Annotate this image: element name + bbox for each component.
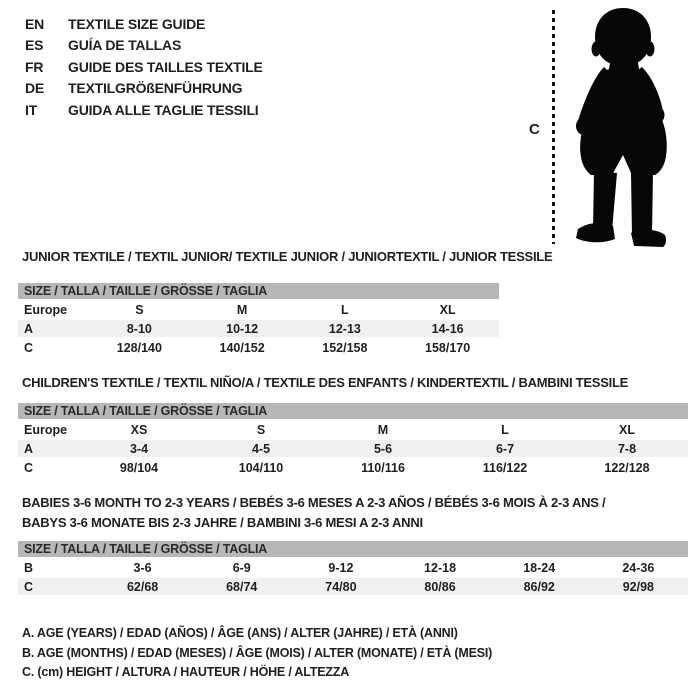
footnote-c: C. (cm) HEIGHT / ALTURA / HAUTEUR / HÖHE / ALTEZZA (22, 665, 350, 680)
table-row (18, 419, 688, 440)
row-label: A (24, 441, 34, 456)
height-cell: 74/80 (325, 579, 357, 594)
language-row-fr (25, 56, 263, 78)
height-cell: 128/140 (116, 340, 162, 355)
height-cell: 140/152 (219, 340, 265, 355)
table-row (18, 299, 499, 320)
table-row (18, 320, 499, 337)
age-cell: 5-6 (373, 441, 393, 456)
height-measure-label: C (529, 121, 540, 138)
age-cell: 3-4 (129, 441, 149, 456)
age-cell: 8-10 (126, 321, 152, 336)
size-cell: XS (130, 422, 148, 437)
language-label: GUIDA ALLE TAGLIE TESSILI (68, 101, 259, 118)
size-cell: M (236, 302, 248, 317)
height-cell: 110/116 (361, 460, 405, 475)
row-label: Europe (24, 302, 68, 317)
language-row-es (25, 35, 263, 57)
language-row-de (25, 78, 263, 100)
age-cell: 6-9 (232, 560, 251, 575)
footnotes (22, 624, 492, 683)
age-cell: 12-13 (328, 321, 361, 336)
age-cell: 3-6 (133, 560, 152, 575)
age-cell: 14-16 (431, 321, 464, 336)
language-label: GUÍA DE TALLAS (68, 37, 182, 54)
age-cell: 10-12 (226, 321, 259, 336)
row-label: C (24, 340, 34, 355)
language-code: ES (25, 37, 44, 54)
junior-size-table (18, 283, 499, 358)
babies-title-line2: BABYS 3-6 MONATE BIS 2-3 JAHRE / BAMBINI 3-6 MESI A 2-3 ANNI (22, 515, 423, 530)
size-cell: M (377, 422, 389, 437)
size-cell: XL (439, 302, 456, 317)
size-cell: S (256, 422, 266, 437)
height-cell: 158/170 (425, 340, 471, 355)
row-label: C (24, 460, 34, 475)
age-cell: 4-5 (251, 441, 271, 456)
footnote-b: B. AGE (MONTHS) / EDAD (MESES) / ÂGE (MOIS) / ALTER (MONATE) / ETÀ (MESI) (22, 645, 493, 660)
height-cell: 152/158 (322, 340, 368, 355)
size-cell: L (341, 302, 349, 317)
junior-section-title: JUNIOR TEXTILE / TEXTIL JUNIOR/ TEXTILE JUNIOR / JUNIORTEXTIL / JUNIOR TESSILE (22, 249, 553, 264)
children-size-table (18, 403, 688, 478)
row-label: Europe (24, 422, 68, 437)
row-label: A (24, 321, 34, 336)
language-code: DE (25, 80, 45, 97)
age-cell: 24-36 (622, 560, 655, 575)
language-guide (25, 13, 263, 121)
table-row (18, 440, 688, 457)
height-cell: 68/74 (226, 579, 258, 594)
size-cell: S (135, 302, 144, 317)
height-dashed-line (552, 10, 555, 244)
language-row-it (25, 99, 263, 121)
age-cell: 18-24 (523, 560, 556, 575)
babies-section-title (22, 493, 605, 533)
footnote-a: A. AGE (YEARS) / EDAD (AÑOS) / ÂGE (ANS) / ALTER (JAHRE) / ETÀ (ANNI) (22, 626, 458, 640)
babies-title-line1: BABIES 3-6 MONTH TO 2-3 YEARS / BEBÉS 3-6 MESES A 2-3 AÑOS / BÉBÉS 3-6 MOIS À 2-3 ANS / (22, 495, 606, 510)
age-cell: 7-8 (617, 441, 637, 456)
size-header-band: SIZE / TALLA / TAILLE / GRÖSSE / TAGLIA (18, 541, 688, 557)
children-section-title: CHILDREN'S TEXTILE / TEXTIL NIÑO/A / TEXTILE DES ENFANTS / KINDERTEXTIL / BAMBINI TESSILE (22, 375, 629, 390)
language-row-en (25, 13, 263, 35)
size-header-band: SIZE / TALLA / TAILLE / GRÖSSE / TAGLIA (18, 283, 499, 299)
size-header-band: SIZE / TALLA / TAILLE / GRÖSSE / TAGLIA (18, 403, 688, 419)
language-label: GUIDE DES TAILLES TEXTILE (68, 58, 263, 75)
table-row (18, 578, 688, 595)
size-cell: L (501, 422, 509, 437)
height-cell: 122/128 (604, 460, 650, 475)
toddler-silhouette-icon (560, 5, 688, 247)
table-row (18, 557, 688, 578)
height-cell: 86/92 (523, 579, 555, 594)
language-label: TEXTILE SIZE GUIDE (68, 15, 206, 32)
language-code: EN (25, 15, 45, 32)
height-cell: 92/98 (622, 579, 654, 594)
size-cell: XL (619, 422, 635, 437)
row-label: C (24, 579, 34, 594)
age-cell: 12-18 (424, 560, 457, 575)
language-code: IT (25, 101, 38, 118)
row-label: B (24, 560, 34, 575)
language-label: TEXTILGRÖßENFÜHRUNG (68, 80, 243, 97)
table-row (18, 337, 499, 358)
babies-size-table (18, 541, 688, 595)
age-cell: 6-7 (495, 441, 515, 456)
height-cell: 98/104 (119, 460, 159, 475)
table-row (18, 457, 688, 478)
height-cell: 116/122 (482, 460, 528, 475)
height-cell: 104/110 (238, 460, 284, 475)
age-cell: 9-12 (328, 560, 354, 575)
language-code: FR (25, 58, 44, 75)
height-cell: 62/68 (126, 579, 159, 594)
height-cell: 80/86 (424, 579, 456, 594)
